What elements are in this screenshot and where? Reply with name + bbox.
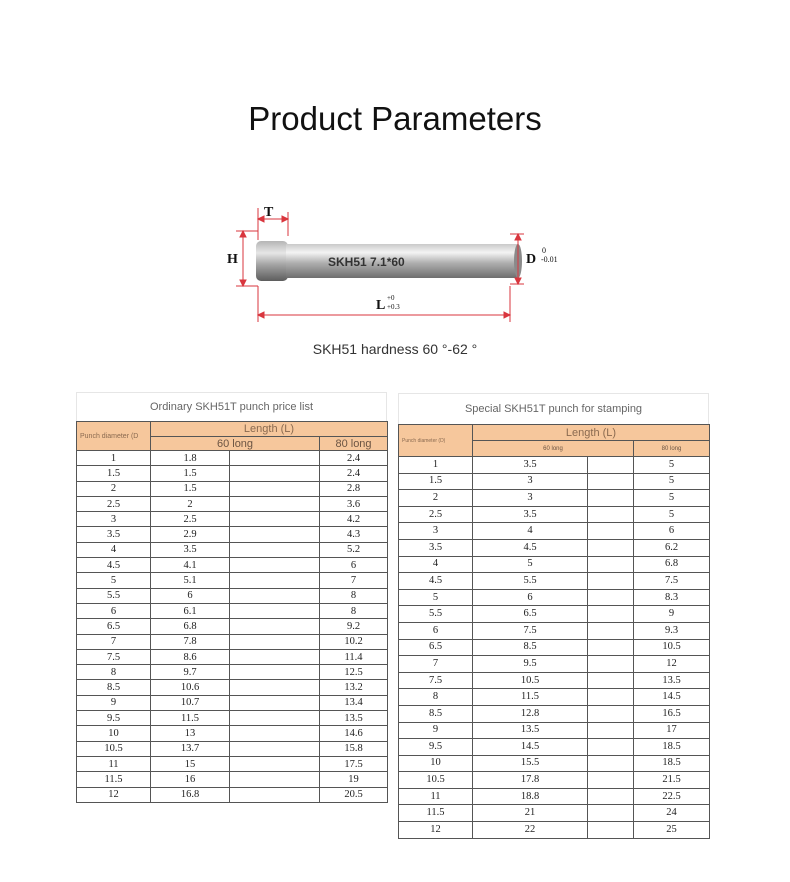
dimension-h bbox=[236, 231, 258, 286]
table-row bbox=[77, 695, 388, 710]
length-header: Length (L) bbox=[473, 425, 710, 441]
price-80-cell: 18.5 bbox=[634, 739, 710, 756]
empty-cell bbox=[588, 573, 634, 590]
price-60-cell: 15.5 bbox=[473, 755, 588, 772]
price-60-cell: 5 bbox=[473, 556, 588, 573]
hardness-caption: SKH51 hardness 60 °-62 ° bbox=[312, 341, 478, 357]
diameter-cell: 7.5 bbox=[77, 649, 151, 664]
diameter-cell: 1 bbox=[399, 457, 473, 474]
empty-cell bbox=[588, 606, 634, 623]
empty-cell bbox=[230, 756, 320, 771]
table-row bbox=[77, 527, 388, 542]
empty-cell bbox=[588, 656, 634, 673]
table-row bbox=[77, 603, 388, 618]
price-60-cell: 6.8 bbox=[151, 619, 230, 634]
price-60-cell: 7.5 bbox=[473, 622, 588, 639]
col-60-long-header: 60 long bbox=[151, 437, 320, 451]
label-l: L bbox=[376, 298, 386, 313]
diameter-cell: 9 bbox=[77, 695, 151, 710]
price-80-cell: 13.5 bbox=[320, 711, 388, 726]
empty-cell bbox=[230, 772, 320, 787]
empty-cell bbox=[230, 726, 320, 741]
price-80-cell: 22.5 bbox=[634, 788, 710, 805]
diameter-cell: 4 bbox=[399, 556, 473, 573]
diameter-cell: 10 bbox=[77, 726, 151, 741]
price-80-cell: 5 bbox=[634, 506, 710, 523]
diameter-cell: 3.5 bbox=[77, 527, 151, 542]
empty-cell bbox=[588, 639, 634, 656]
table-row bbox=[399, 639, 710, 656]
price-80-cell: 4.3 bbox=[320, 527, 388, 542]
empty-cell bbox=[588, 705, 634, 722]
diameter-cell: 8 bbox=[77, 665, 151, 680]
price-60-cell: 2.5 bbox=[151, 512, 230, 527]
table-row bbox=[77, 573, 388, 588]
price-60-cell: 12.8 bbox=[473, 705, 588, 722]
empty-cell bbox=[230, 481, 320, 496]
empty-cell bbox=[588, 589, 634, 606]
price-60-cell: 3.5 bbox=[473, 457, 588, 474]
punch-diameter-header: Punch diameter (D) bbox=[399, 425, 473, 457]
price-80-cell: 6 bbox=[634, 523, 710, 540]
price-60-cell: 6 bbox=[473, 589, 588, 606]
price-60-cell: 15 bbox=[151, 756, 230, 771]
empty-cell bbox=[588, 539, 634, 556]
price-80-cell: 6.2 bbox=[634, 539, 710, 556]
table-row bbox=[399, 739, 710, 756]
price-80-cell: 9.2 bbox=[320, 619, 388, 634]
diameter-cell: 5.5 bbox=[399, 606, 473, 623]
table-row bbox=[77, 558, 388, 573]
price-60-cell: 3.5 bbox=[151, 542, 230, 557]
empty-cell bbox=[588, 457, 634, 474]
diameter-cell: 1.5 bbox=[77, 466, 151, 481]
price-60-cell: 10.6 bbox=[151, 680, 230, 695]
price-80-cell: 20.5 bbox=[320, 787, 388, 802]
price-80-cell: 13.2 bbox=[320, 680, 388, 695]
price-60-cell: 11.5 bbox=[473, 689, 588, 706]
table-row bbox=[77, 741, 388, 756]
label-d: D bbox=[526, 252, 537, 267]
table-row bbox=[399, 755, 710, 772]
price-60-cell: 2 bbox=[151, 496, 230, 511]
price-60-cell: 7.8 bbox=[151, 634, 230, 649]
price-60-cell: 8.5 bbox=[473, 639, 588, 656]
table-row bbox=[77, 512, 388, 527]
diameter-cell: 9.5 bbox=[77, 711, 151, 726]
price-80-cell: 17.5 bbox=[320, 756, 388, 771]
price-80-cell: 13.5 bbox=[634, 672, 710, 689]
table-row bbox=[399, 805, 710, 822]
empty-cell bbox=[588, 523, 634, 540]
diameter-cell: 1 bbox=[77, 451, 151, 466]
price-80-cell: 17 bbox=[634, 722, 710, 739]
empty-cell bbox=[588, 739, 634, 756]
d-tolerance-upper: 0 bbox=[542, 246, 546, 255]
empty-cell bbox=[230, 558, 320, 573]
price-80-cell: 14.5 bbox=[634, 689, 710, 706]
price-60-cell: 3 bbox=[473, 473, 588, 490]
ordinary-price-table bbox=[76, 392, 387, 803]
price-80-cell: 14.6 bbox=[320, 726, 388, 741]
empty-cell bbox=[588, 473, 634, 490]
table-row bbox=[77, 634, 388, 649]
l-tolerance-lower: +0.3 bbox=[387, 303, 400, 311]
empty-cell bbox=[588, 672, 634, 689]
diameter-cell: 11 bbox=[399, 788, 473, 805]
table-row bbox=[399, 556, 710, 573]
empty-cell bbox=[230, 603, 320, 618]
table-row bbox=[399, 506, 710, 523]
empty-cell bbox=[588, 772, 634, 789]
price-80-cell: 10.2 bbox=[320, 634, 388, 649]
price-60-cell: 1.5 bbox=[151, 466, 230, 481]
empty-cell bbox=[230, 741, 320, 756]
empty-cell bbox=[588, 822, 634, 839]
price-80-cell: 8 bbox=[320, 603, 388, 618]
price-60-cell: 9.7 bbox=[151, 665, 230, 680]
empty-cell bbox=[230, 496, 320, 511]
empty-cell bbox=[230, 466, 320, 481]
diameter-cell: 3 bbox=[399, 523, 473, 540]
empty-cell bbox=[588, 689, 634, 706]
table-row bbox=[77, 680, 388, 695]
diameter-cell: 6 bbox=[77, 603, 151, 618]
diameter-cell: 12 bbox=[77, 787, 151, 802]
empty-cell bbox=[230, 588, 320, 603]
empty-cell bbox=[230, 711, 320, 726]
price-60-cell: 5.1 bbox=[151, 573, 230, 588]
table-row bbox=[77, 711, 388, 726]
diameter-cell: 4.5 bbox=[77, 558, 151, 573]
price-80-cell: 12 bbox=[634, 656, 710, 673]
empty-cell bbox=[588, 805, 634, 822]
price-60-cell: 1.5 bbox=[151, 481, 230, 496]
empty-cell bbox=[230, 573, 320, 588]
empty-cell bbox=[230, 649, 320, 664]
label-t: T bbox=[264, 205, 274, 220]
table-row bbox=[399, 622, 710, 639]
price-80-cell: 10.5 bbox=[634, 639, 710, 656]
price-60-cell: 5.5 bbox=[473, 573, 588, 590]
diameter-cell: 11 bbox=[77, 756, 151, 771]
price-60-cell: 4.5 bbox=[473, 539, 588, 556]
diameter-cell: 12 bbox=[399, 822, 473, 839]
price-60-cell: 11.5 bbox=[151, 711, 230, 726]
price-60-cell: 1.8 bbox=[151, 451, 230, 466]
diameter-cell: 2.5 bbox=[399, 506, 473, 523]
diameter-cell: 5 bbox=[399, 589, 473, 606]
price-80-cell: 5 bbox=[634, 457, 710, 474]
table-row bbox=[77, 466, 388, 481]
empty-cell bbox=[588, 788, 634, 805]
price-80-cell: 5 bbox=[634, 473, 710, 490]
price-60-cell: 21 bbox=[473, 805, 588, 822]
price-60-cell: 6.1 bbox=[151, 603, 230, 618]
table-caption: Special SKH51T punch for stamping bbox=[398, 393, 709, 424]
table-row bbox=[77, 451, 388, 466]
empty-cell bbox=[230, 512, 320, 527]
price-80-cell: 25 bbox=[634, 822, 710, 839]
col-80-long-header: 80 long bbox=[634, 441, 710, 457]
price-80-cell: 2.4 bbox=[320, 451, 388, 466]
table-row bbox=[77, 542, 388, 557]
price-80-cell: 16.5 bbox=[634, 705, 710, 722]
diameter-cell: 8.5 bbox=[399, 705, 473, 722]
diameter-cell: 7.5 bbox=[399, 672, 473, 689]
table-row bbox=[399, 523, 710, 540]
diameter-cell: 4 bbox=[77, 542, 151, 557]
price-80-cell: 19 bbox=[320, 772, 388, 787]
empty-cell bbox=[230, 542, 320, 557]
price-80-cell: 13.4 bbox=[320, 695, 388, 710]
empty-cell bbox=[588, 722, 634, 739]
table-body bbox=[77, 451, 388, 803]
col-80-long-header: 80 long bbox=[320, 437, 388, 451]
empty-cell bbox=[230, 527, 320, 542]
table-row bbox=[399, 539, 710, 556]
table-row bbox=[399, 490, 710, 507]
table-row bbox=[77, 619, 388, 634]
price-60-cell: 13.5 bbox=[473, 722, 588, 739]
empty-cell bbox=[230, 695, 320, 710]
table-row bbox=[77, 787, 388, 802]
diameter-cell: 2 bbox=[399, 490, 473, 507]
table-row bbox=[399, 788, 710, 805]
diameter-cell: 3.5 bbox=[399, 539, 473, 556]
diameter-cell: 6.5 bbox=[399, 639, 473, 656]
table-row bbox=[399, 822, 710, 839]
empty-cell bbox=[588, 556, 634, 573]
table-row bbox=[77, 496, 388, 511]
page-title: Product Parameters bbox=[248, 100, 542, 137]
diameter-cell: 7 bbox=[399, 656, 473, 673]
diameter-cell: 1.5 bbox=[399, 473, 473, 490]
d-tolerance-lower: -0.01 bbox=[541, 255, 558, 264]
price-60-cell: 14.5 bbox=[473, 739, 588, 756]
diameter-cell: 6.5 bbox=[77, 619, 151, 634]
table-row bbox=[77, 481, 388, 496]
table-row bbox=[399, 589, 710, 606]
price-80-cell: 6 bbox=[320, 558, 388, 573]
diameter-cell: 9.5 bbox=[399, 739, 473, 756]
price-60-cell: 4.1 bbox=[151, 558, 230, 573]
empty-cell bbox=[588, 490, 634, 507]
price-80-cell: 3.6 bbox=[320, 496, 388, 511]
price-80-cell: 5.2 bbox=[320, 542, 388, 557]
diameter-cell: 3 bbox=[77, 512, 151, 527]
price-80-cell: 7 bbox=[320, 573, 388, 588]
table-row bbox=[399, 772, 710, 789]
price-60-cell: 16 bbox=[151, 772, 230, 787]
empty-cell bbox=[230, 680, 320, 695]
table-row bbox=[399, 457, 710, 474]
diameter-cell: 10.5 bbox=[77, 741, 151, 756]
empty-cell bbox=[230, 787, 320, 802]
diameter-cell: 8 bbox=[399, 689, 473, 706]
table-row bbox=[399, 573, 710, 590]
table-row bbox=[399, 656, 710, 673]
price-60-cell: 8.6 bbox=[151, 649, 230, 664]
price-80-cell: 6.8 bbox=[634, 556, 710, 573]
price-80-cell: 11.4 bbox=[320, 649, 388, 664]
price-60-cell: 6.5 bbox=[473, 606, 588, 623]
empty-cell bbox=[230, 619, 320, 634]
price-60-cell: 4 bbox=[473, 523, 588, 540]
price-80-cell: 24 bbox=[634, 805, 710, 822]
diameter-cell: 10 bbox=[399, 755, 473, 772]
table-row bbox=[399, 689, 710, 706]
diameter-cell: 4.5 bbox=[399, 573, 473, 590]
col-60-long-header: 60 long bbox=[473, 441, 634, 457]
price-60-cell: 6 bbox=[151, 588, 230, 603]
empty-cell bbox=[588, 622, 634, 639]
empty-cell bbox=[588, 506, 634, 523]
price-60-cell: 13 bbox=[151, 726, 230, 741]
table-row bbox=[77, 665, 388, 680]
diameter-cell: 7 bbox=[77, 634, 151, 649]
price-80-cell: 2.8 bbox=[320, 481, 388, 496]
price-60-cell: 10.5 bbox=[473, 672, 588, 689]
price-80-cell: 7.5 bbox=[634, 573, 710, 590]
price-80-cell: 8.3 bbox=[634, 589, 710, 606]
table-row bbox=[77, 649, 388, 664]
price-60-cell: 18.8 bbox=[473, 788, 588, 805]
diameter-cell: 9 bbox=[399, 722, 473, 739]
price-80-cell: 8 bbox=[320, 588, 388, 603]
price-60-cell: 3 bbox=[473, 490, 588, 507]
empty-cell bbox=[230, 451, 320, 466]
price-80-cell: 2.4 bbox=[320, 466, 388, 481]
price-80-cell: 9 bbox=[634, 606, 710, 623]
label-h: H bbox=[227, 252, 238, 267]
diameter-cell: 6 bbox=[399, 622, 473, 639]
table-row bbox=[399, 473, 710, 490]
table-row bbox=[399, 722, 710, 739]
price-80-cell: 18.5 bbox=[634, 755, 710, 772]
price-60-cell: 3.5 bbox=[473, 506, 588, 523]
price-80-cell: 21.5 bbox=[634, 772, 710, 789]
rod-label: SKH51 7.1*60 bbox=[328, 255, 405, 269]
diameter-cell: 2 bbox=[77, 481, 151, 496]
price-60-cell: 17.8 bbox=[473, 772, 588, 789]
price-80-cell: 9.3 bbox=[634, 622, 710, 639]
diameter-cell: 11.5 bbox=[77, 772, 151, 787]
price-60-cell: 10.7 bbox=[151, 695, 230, 710]
table-body bbox=[399, 457, 710, 839]
price-60-cell: 13.7 bbox=[151, 741, 230, 756]
empty-cell bbox=[230, 665, 320, 680]
table-row bbox=[77, 726, 388, 741]
price-80-cell: 4.2 bbox=[320, 512, 388, 527]
diameter-cell: 2.5 bbox=[77, 496, 151, 511]
punch-diagram bbox=[0, 0, 790, 340]
length-header: Length (L) bbox=[151, 422, 388, 437]
table-caption: Ordinary SKH51T punch price list bbox=[76, 392, 387, 421]
table-row bbox=[77, 588, 388, 603]
l-tolerance-upper: +0 bbox=[387, 294, 395, 302]
price-60-cell: 22 bbox=[473, 822, 588, 839]
empty-cell bbox=[588, 755, 634, 772]
table-row bbox=[399, 705, 710, 722]
diameter-cell: 10.5 bbox=[399, 772, 473, 789]
diameter-cell: 5 bbox=[77, 573, 151, 588]
table-row bbox=[77, 756, 388, 771]
price-60-cell: 9.5 bbox=[473, 656, 588, 673]
price-80-cell: 12.5 bbox=[320, 665, 388, 680]
diameter-cell: 8.5 bbox=[77, 680, 151, 695]
empty-cell bbox=[230, 634, 320, 649]
diameter-cell: 5.5 bbox=[77, 588, 151, 603]
punch-diameter-header: Punch diameter (D bbox=[77, 422, 151, 451]
price-60-cell: 2.9 bbox=[151, 527, 230, 542]
diameter-cell: 11.5 bbox=[399, 805, 473, 822]
price-60-cell: 16.8 bbox=[151, 787, 230, 802]
table-row bbox=[399, 606, 710, 623]
table-row bbox=[77, 772, 388, 787]
special-stamping-table bbox=[398, 393, 709, 839]
price-80-cell: 5 bbox=[634, 490, 710, 507]
price-80-cell: 15.8 bbox=[320, 741, 388, 756]
table-row bbox=[399, 672, 710, 689]
